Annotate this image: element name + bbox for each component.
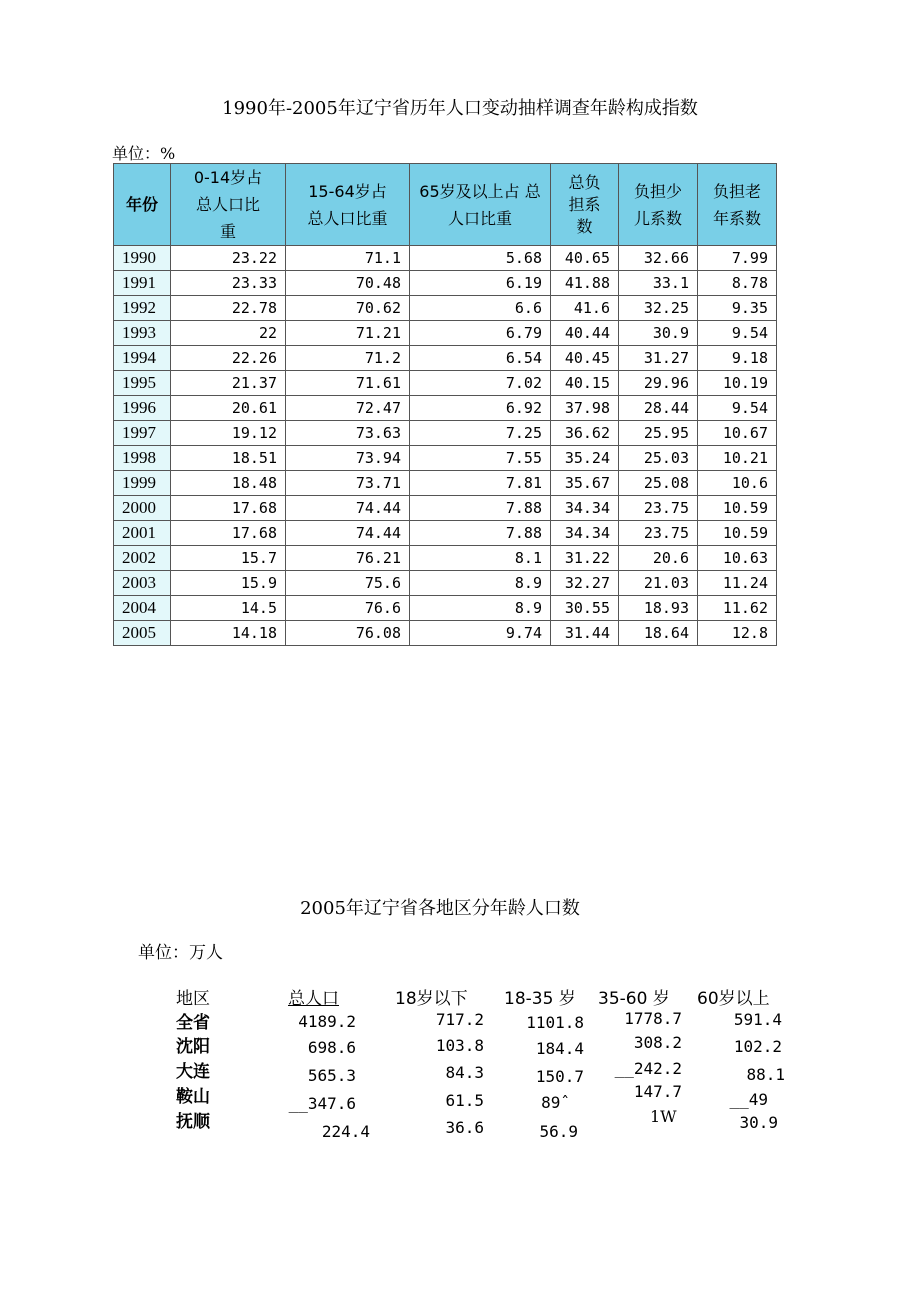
value-cell: 22.26 xyxy=(171,346,286,371)
total-value: 224.4 xyxy=(321,1122,370,1141)
value-cell: 10.63 xyxy=(698,546,777,571)
value-cell: 18.48 xyxy=(171,471,286,496)
header-year: 年份 xyxy=(114,164,171,246)
table-row xyxy=(114,396,777,421)
value-cell: 71.2 xyxy=(286,346,410,371)
value-cell: 76.21 xyxy=(286,546,410,571)
under18-value: 103.8 xyxy=(435,1036,484,1055)
table-row xyxy=(114,246,777,271)
year-cell: 1990 xyxy=(114,246,171,271)
value-cell: 31.27 xyxy=(619,346,698,371)
age-structure-table xyxy=(113,163,777,646)
total-value: 4189.2 xyxy=(298,1012,356,1031)
year-cell: 1991 xyxy=(114,271,171,296)
table-header-row xyxy=(114,164,777,246)
age18-35-value: 56.9 xyxy=(539,1122,578,1141)
age35-60-value: __242.2 xyxy=(614,1059,682,1078)
value-cell: 6.79 xyxy=(410,321,551,346)
under18-value: 61.5 xyxy=(445,1091,484,1110)
value-cell: 76.08 xyxy=(286,621,410,646)
value-cell: 9.18 xyxy=(698,346,777,371)
table-row xyxy=(114,371,777,396)
value-cell: 23.75 xyxy=(619,521,698,546)
value-cell: 20.6 xyxy=(619,546,698,571)
under18-value: 717.2 xyxy=(435,1010,484,1029)
value-cell: 32.66 xyxy=(619,246,698,271)
region-label: 全省 xyxy=(176,1013,210,1033)
value-cell: 25.03 xyxy=(619,446,698,471)
value-cell: 23.22 xyxy=(171,246,286,271)
value-cell: 9.74 xyxy=(410,621,551,646)
value-cell: 33.1 xyxy=(619,271,698,296)
value-cell: 28.44 xyxy=(619,396,698,421)
value-cell: 7.88 xyxy=(410,496,551,521)
year-cell: 1995 xyxy=(114,371,171,396)
value-cell: 6.92 xyxy=(410,396,551,421)
table-row xyxy=(114,496,777,521)
value-cell: 29.96 xyxy=(619,371,698,396)
table2-title: 2005年辽宁省各地区分年龄人口数 xyxy=(300,898,580,919)
value-cell: 18.51 xyxy=(171,446,286,471)
value-cell: 15.7 xyxy=(171,546,286,571)
value-cell: 75.6 xyxy=(286,571,410,596)
value-cell: 10.67 xyxy=(698,421,777,446)
value-cell: 20.61 xyxy=(171,396,286,421)
age18-35-value: 150.7 xyxy=(535,1067,584,1086)
value-cell: 5.68 xyxy=(410,246,551,271)
value-cell: 71.21 xyxy=(286,321,410,346)
over60-value: 88.1 xyxy=(746,1065,785,1084)
region-label: 鞍山 xyxy=(176,1087,210,1107)
region-label: 沈阳 xyxy=(176,1037,210,1057)
value-cell: 10.59 xyxy=(698,496,777,521)
value-cell: 21.03 xyxy=(619,571,698,596)
over60-value: 591.4 xyxy=(733,1010,782,1029)
value-cell: 10.21 xyxy=(698,446,777,471)
header-65-plus: 65岁及以上占 总人口比重 xyxy=(410,164,551,246)
table-row xyxy=(114,446,777,471)
value-cell: 6.54 xyxy=(410,346,551,371)
value-cell: 74.44 xyxy=(286,521,410,546)
header-total-population: 总人口 xyxy=(288,989,339,1009)
value-cell: 34.34 xyxy=(551,521,619,546)
year-cell: 2003 xyxy=(114,571,171,596)
value-cell: 40.45 xyxy=(551,346,619,371)
value-cell: 32.27 xyxy=(551,571,619,596)
header-15-64: 15-64岁占总人口比重 xyxy=(286,164,410,246)
value-cell: 7.81 xyxy=(410,471,551,496)
table-row xyxy=(114,621,777,646)
value-cell: 11.24 xyxy=(698,571,777,596)
total-value: 698.6 xyxy=(307,1038,356,1057)
value-cell: 36.62 xyxy=(551,421,619,446)
value-cell: 18.93 xyxy=(619,596,698,621)
year-cell: 1996 xyxy=(114,396,171,421)
header-35-60: 35-60 岁 xyxy=(598,989,670,1009)
value-cell: 10.6 xyxy=(698,471,777,496)
year-cell: 2004 xyxy=(114,596,171,621)
table-row xyxy=(114,571,777,596)
year-cell: 1997 xyxy=(114,421,171,446)
age18-35-value: 184.4 xyxy=(535,1039,584,1058)
value-cell: 70.62 xyxy=(286,296,410,321)
over60-value: __49 xyxy=(729,1090,768,1109)
value-cell: 6.6 xyxy=(410,296,551,321)
table-row xyxy=(114,296,777,321)
year-cell: 2000 xyxy=(114,496,171,521)
value-cell: 21.37 xyxy=(171,371,286,396)
value-cell: 8.9 xyxy=(410,571,551,596)
value-cell: 30.9 xyxy=(619,321,698,346)
age18-35-value: 89ˆ xyxy=(541,1093,570,1112)
value-cell: 22.78 xyxy=(171,296,286,321)
year-cell: 1994 xyxy=(114,346,171,371)
region-label: 抚顺 xyxy=(176,1112,210,1132)
value-cell: 7.02 xyxy=(410,371,551,396)
value-cell: 8.9 xyxy=(410,596,551,621)
value-cell: 7.25 xyxy=(410,421,551,446)
value-cell: 15.9 xyxy=(171,571,286,596)
value-cell: 40.65 xyxy=(551,246,619,271)
value-cell: 73.71 xyxy=(286,471,410,496)
year-cell: 1993 xyxy=(114,321,171,346)
value-cell: 17.68 xyxy=(171,521,286,546)
value-cell: 10.59 xyxy=(698,521,777,546)
under18-value: 84.3 xyxy=(445,1063,484,1082)
total-value: 565.3 xyxy=(307,1066,356,1085)
table-row xyxy=(114,521,777,546)
table-row xyxy=(114,546,777,571)
year-cell: 2001 xyxy=(114,521,171,546)
value-cell: 9.35 xyxy=(698,296,777,321)
total-value: __347.6 xyxy=(288,1094,356,1113)
header-child-burden: 负担少儿系数 xyxy=(619,164,698,246)
table2-unit: 单位：万人 xyxy=(138,943,223,963)
year-cell: 1999 xyxy=(114,471,171,496)
year-cell: 2005 xyxy=(114,621,171,646)
value-cell: 25.95 xyxy=(619,421,698,446)
value-cell: 17.68 xyxy=(171,496,286,521)
table-row xyxy=(114,346,777,371)
value-cell: 23.33 xyxy=(171,271,286,296)
value-cell: 31.22 xyxy=(551,546,619,571)
value-cell: 14.18 xyxy=(171,621,286,646)
value-cell: 32.25 xyxy=(619,296,698,321)
value-cell: 8.1 xyxy=(410,546,551,571)
age35-60-value: 1W xyxy=(650,1107,677,1126)
value-cell: 23.75 xyxy=(619,496,698,521)
value-cell: 30.55 xyxy=(551,596,619,621)
value-cell: 34.34 xyxy=(551,496,619,521)
value-cell: 7.55 xyxy=(410,446,551,471)
header-over-60: 60岁以上 xyxy=(697,989,770,1009)
value-cell: 19.12 xyxy=(171,421,286,446)
value-cell: 12.8 xyxy=(698,621,777,646)
value-cell: 9.54 xyxy=(698,396,777,421)
value-cell: 31.44 xyxy=(551,621,619,646)
value-cell: 40.44 xyxy=(551,321,619,346)
year-cell: 1992 xyxy=(114,296,171,321)
table-row xyxy=(114,421,777,446)
age35-60-value: 308.2 xyxy=(633,1033,682,1052)
table1-title: 1990年-2005年辽宁省历年人口变动抽样调查年龄构成指数 xyxy=(222,98,698,119)
table-row xyxy=(114,596,777,621)
value-cell: 72.47 xyxy=(286,396,410,421)
value-cell: 14.5 xyxy=(171,596,286,621)
header-region: 地区 xyxy=(176,989,210,1009)
value-cell: 73.94 xyxy=(286,446,410,471)
value-cell: 18.64 xyxy=(619,621,698,646)
age18-35-value: 1101.8 xyxy=(526,1013,584,1032)
table-row xyxy=(114,271,777,296)
value-cell: 25.08 xyxy=(619,471,698,496)
value-cell: 41.88 xyxy=(551,271,619,296)
value-cell: 10.19 xyxy=(698,371,777,396)
value-cell: 70.48 xyxy=(286,271,410,296)
under18-value: 36.6 xyxy=(445,1118,484,1137)
age35-60-value: 1778.7 xyxy=(624,1009,682,1028)
value-cell: 40.15 xyxy=(551,371,619,396)
value-cell: 35.67 xyxy=(551,471,619,496)
over60-value: 102.2 xyxy=(733,1037,782,1056)
header-under-18: 18岁以下 xyxy=(395,989,468,1009)
header-elderly-burden: 负担老年系数 xyxy=(698,164,777,246)
value-cell: 11.62 xyxy=(698,596,777,621)
value-cell: 73.63 xyxy=(286,421,410,446)
value-cell: 7.88 xyxy=(410,521,551,546)
age35-60-value: 147.7 xyxy=(633,1082,682,1101)
value-cell: 7.99 xyxy=(698,246,777,271)
value-cell: 74.44 xyxy=(286,496,410,521)
year-cell: 2002 xyxy=(114,546,171,571)
value-cell: 71.61 xyxy=(286,371,410,396)
header-0-14: 0-14岁占总人口比重 xyxy=(171,164,286,246)
value-cell: 76.6 xyxy=(286,596,410,621)
value-cell: 41.6 xyxy=(551,296,619,321)
value-cell: 71.1 xyxy=(286,246,410,271)
value-cell: 9.54 xyxy=(698,321,777,346)
value-cell: 6.19 xyxy=(410,271,551,296)
table1-unit: 单位：% xyxy=(112,144,176,163)
value-cell: 8.78 xyxy=(698,271,777,296)
value-cell: 22 xyxy=(171,321,286,346)
table-body xyxy=(114,246,777,646)
value-cell: 37.98 xyxy=(551,396,619,421)
region-label: 大连 xyxy=(176,1062,210,1082)
header-total-burden: 总负 担系 数 xyxy=(551,164,619,246)
year-cell: 1998 xyxy=(114,446,171,471)
over60-value: 30.9 xyxy=(739,1113,778,1132)
table-row xyxy=(114,471,777,496)
table-row xyxy=(114,321,777,346)
header-18-35: 18-35 岁 xyxy=(504,989,576,1009)
value-cell: 35.24 xyxy=(551,446,619,471)
